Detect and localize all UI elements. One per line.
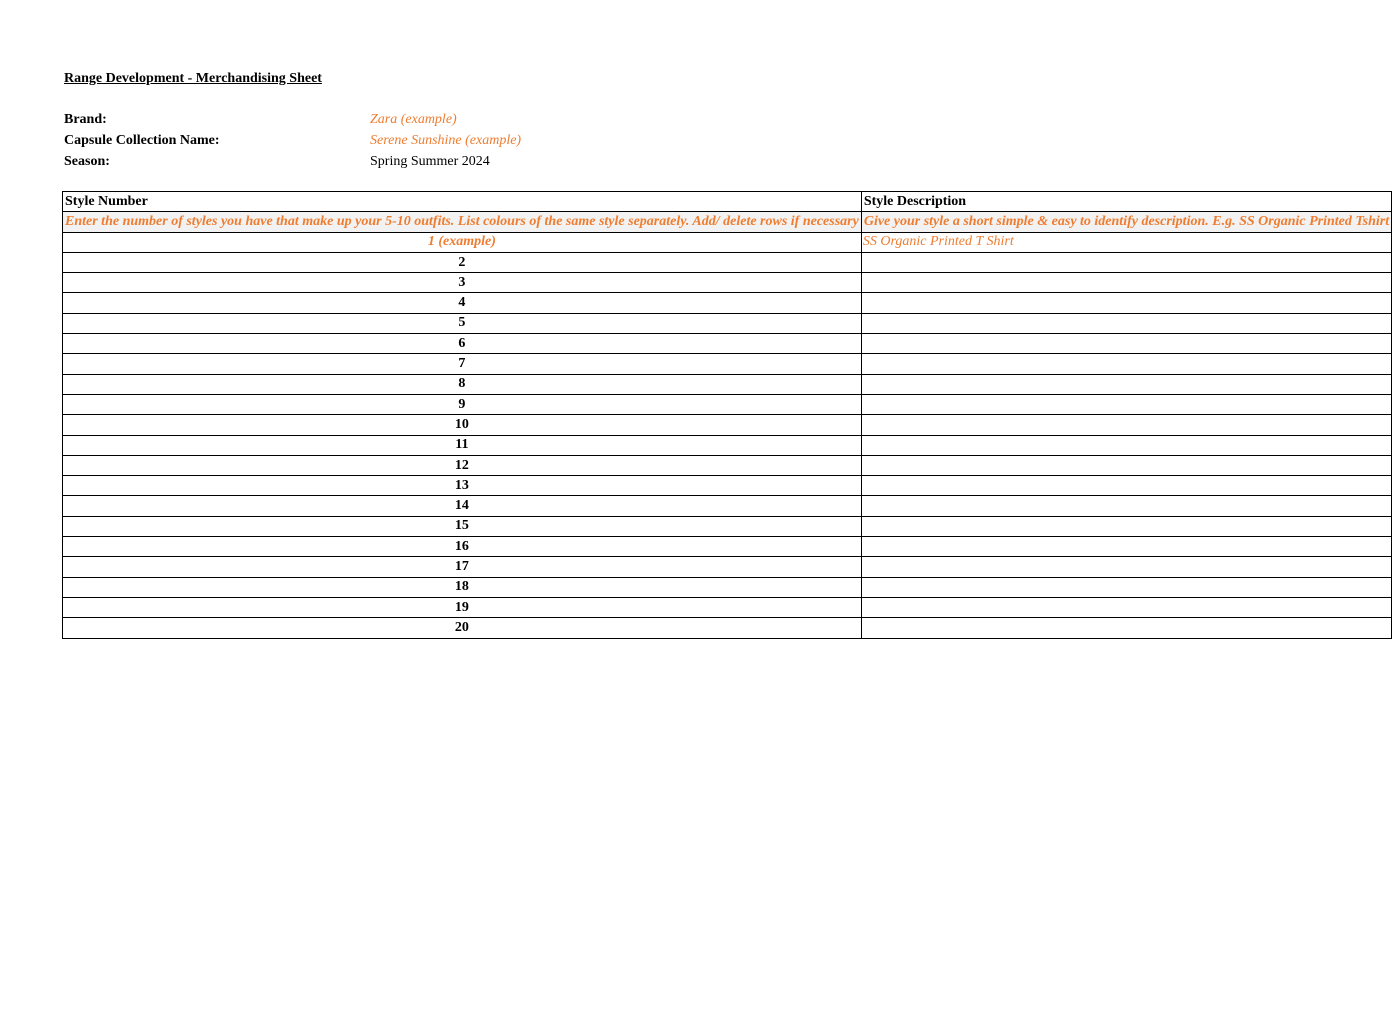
- style-number-cell[interactable]: 13: [63, 476, 862, 496]
- table-row: [63, 597, 1392, 617]
- table-row: [63, 313, 1392, 333]
- example-style-number[interactable]: 1 (example): [63, 232, 862, 252]
- example-style-description[interactable]: SS Organic Printed T Shirt: [861, 232, 1391, 252]
- style-number-cell[interactable]: 2: [63, 252, 862, 272]
- table-header-row: [63, 192, 1392, 212]
- instruction-row: [63, 212, 1392, 232]
- style-description-cell[interactable]: [861, 394, 1391, 414]
- style-number-cell[interactable]: 6: [63, 334, 862, 354]
- style-description-cell[interactable]: [861, 557, 1391, 577]
- collection-name-label: Capsule Collection Name:: [64, 133, 220, 148]
- table-row: [63, 455, 1392, 475]
- style-description-cell[interactable]: [861, 537, 1391, 557]
- style-description-cell[interactable]: [861, 313, 1391, 333]
- season-label: Season:: [64, 154, 110, 169]
- style-number-cell[interactable]: 5: [63, 313, 862, 333]
- brand-label: Brand:: [64, 112, 107, 127]
- style-description-cell[interactable]: [861, 252, 1391, 272]
- table-row: [63, 252, 1392, 272]
- table-row: [63, 537, 1392, 557]
- table-row: [63, 374, 1392, 394]
- style-description-cell[interactable]: [861, 273, 1391, 293]
- style-description-cell[interactable]: [861, 435, 1391, 455]
- table-row: [63, 618, 1392, 638]
- style-description-cell[interactable]: [861, 496, 1391, 516]
- style-description-cell[interactable]: [861, 374, 1391, 394]
- table-row: [63, 496, 1392, 516]
- style-description-cell[interactable]: [861, 415, 1391, 435]
- style-number-cell[interactable]: 12: [63, 455, 862, 475]
- table-row: [63, 415, 1392, 435]
- style-number-cell[interactable]: 15: [63, 516, 862, 536]
- style-description-cell[interactable]: [861, 597, 1391, 617]
- style-description-cell[interactable]: [861, 354, 1391, 374]
- style-description-cell[interactable]: [861, 516, 1391, 536]
- style-number-cell[interactable]: 14: [63, 496, 862, 516]
- style-description-cell[interactable]: [861, 293, 1391, 313]
- style-description-cell[interactable]: [861, 476, 1391, 496]
- table-row: [63, 273, 1392, 293]
- example-row: [63, 232, 1392, 252]
- brand-row: [64, 112, 564, 133]
- style-number-cell[interactable]: 20: [63, 618, 862, 638]
- table-row: [63, 435, 1392, 455]
- style-number-cell[interactable]: 16: [63, 537, 862, 557]
- header-style-number: Style Number: [63, 192, 862, 212]
- table-row: [63, 476, 1392, 496]
- brand-value[interactable]: Zara (example): [370, 112, 457, 127]
- style-number-cell[interactable]: 18: [63, 577, 862, 597]
- styles-table: [62, 191, 1392, 639]
- style-description-cell[interactable]: [861, 577, 1391, 597]
- style-description-instruction: Give your style a short simple & easy to identify description. E.g. SS Organic Printed Tshirt: [861, 212, 1391, 232]
- table-row: [63, 293, 1392, 313]
- collection-name-value[interactable]: Serene Sunshine (example): [370, 133, 522, 148]
- style-number-cell[interactable]: 10: [63, 415, 862, 435]
- style-number-cell[interactable]: 9: [63, 394, 862, 414]
- collection-name-row: [64, 133, 564, 154]
- table-row: [63, 394, 1392, 414]
- style-description-cell[interactable]: [861, 334, 1391, 354]
- style-number-cell[interactable]: 3: [63, 273, 862, 293]
- style-number-cell[interactable]: 17: [63, 557, 862, 577]
- table-row: [63, 354, 1392, 374]
- style-number-cell[interactable]: 4: [63, 293, 862, 313]
- table-row: [63, 334, 1392, 354]
- style-number-cell[interactable]: 19: [63, 597, 862, 617]
- table-row: [63, 516, 1392, 536]
- style-description-cell[interactable]: [861, 455, 1391, 475]
- season-value[interactable]: Spring Summer 2024: [370, 154, 490, 169]
- style-number-cell[interactable]: 11: [63, 435, 862, 455]
- season-row: [64, 154, 564, 175]
- table-row: [63, 557, 1392, 577]
- style-number-cell[interactable]: 7: [63, 354, 862, 374]
- table-row: [63, 577, 1392, 597]
- style-description-cell[interactable]: [861, 618, 1391, 638]
- style-number-instruction: Enter the number of styles you have that make up your 5-10 outfits. List colours of the same style separately. Add/ delete rows if necessary: [63, 212, 862, 232]
- sheet-title: Range Development - Merchandising Sheet: [64, 71, 322, 86]
- header-style-description: Style Description: [861, 192, 1391, 212]
- style-number-cell[interactable]: 8: [63, 374, 862, 394]
